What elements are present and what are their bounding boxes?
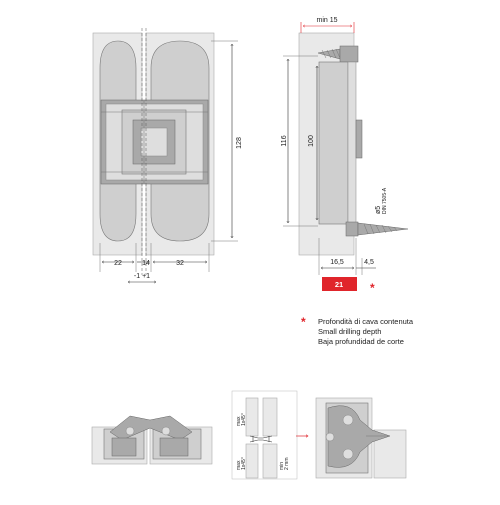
detail-right-jamb-bottom bbox=[263, 444, 277, 478]
hinge-cam-slot bbox=[141, 128, 167, 156]
side-hinge-tab bbox=[356, 120, 362, 158]
detail-label-gap-val: 2 mm bbox=[284, 457, 290, 470]
front-view bbox=[93, 28, 243, 282]
bottom-screw-shank bbox=[358, 223, 408, 235]
bottom-screw-head bbox=[346, 222, 358, 236]
detail-label-gap: min bbox=[279, 461, 285, 470]
dim-width-16-5: 16,5 bbox=[330, 259, 344, 266]
dim-min-15: min 15 bbox=[316, 17, 338, 24]
detail-label-bottom: max bbox=[236, 460, 242, 470]
detail-label-top-val: 1x45° bbox=[241, 413, 247, 426]
detail-left-jamb-top bbox=[246, 398, 258, 436]
dim-width-right-32: 32 bbox=[176, 260, 184, 267]
section-pivot-right bbox=[162, 427, 170, 435]
legend-english: Small drilling depth bbox=[318, 327, 382, 336]
detail-label-bottom-val: 1x45° bbox=[241, 457, 247, 470]
screw-standard: DIN 7505-A bbox=[382, 187, 388, 214]
dim-offset-4-5: 4,5 bbox=[364, 259, 374, 266]
section-pivot-left bbox=[126, 427, 134, 435]
detail-left-jamb-bottom bbox=[246, 444, 258, 478]
section2-pivot-center bbox=[326, 433, 334, 441]
dim-width-left-22: 22 bbox=[114, 260, 122, 267]
dim-depth-21: 21 bbox=[334, 280, 344, 289]
side-hinge-body bbox=[319, 62, 348, 224]
detail-gap-view bbox=[232, 391, 308, 479]
section-left-block bbox=[112, 438, 136, 456]
dim-height-128: 128 bbox=[236, 137, 243, 149]
section-view-left bbox=[92, 416, 212, 464]
dim-adjust: -1 +1 bbox=[133, 273, 151, 280]
dim-gap-14: 14 bbox=[142, 260, 150, 267]
section2-pivot-top bbox=[343, 415, 353, 425]
detail-label-top: max bbox=[236, 416, 242, 426]
dim-height-100: 100 bbox=[308, 135, 315, 147]
legend-asterisk: * bbox=[301, 315, 306, 329]
top-screw-head bbox=[340, 46, 358, 62]
legend-spanish: Baja profundidad de corte bbox=[318, 337, 404, 346]
depth-asterisk: * bbox=[370, 281, 375, 295]
side-view bbox=[281, 17, 408, 295]
section2-pivot-bottom bbox=[343, 449, 353, 459]
side-hinge-plate bbox=[348, 62, 356, 224]
section-view-right bbox=[316, 398, 406, 478]
legend-italian: Profondità di cava contenuta bbox=[318, 317, 414, 326]
screw-diameter: ø5 bbox=[375, 205, 382, 214]
dim-height-116: 116 bbox=[281, 135, 288, 147]
section-right-block bbox=[160, 438, 188, 456]
detail-right-jamb-top bbox=[263, 398, 277, 436]
legend bbox=[301, 315, 414, 346]
